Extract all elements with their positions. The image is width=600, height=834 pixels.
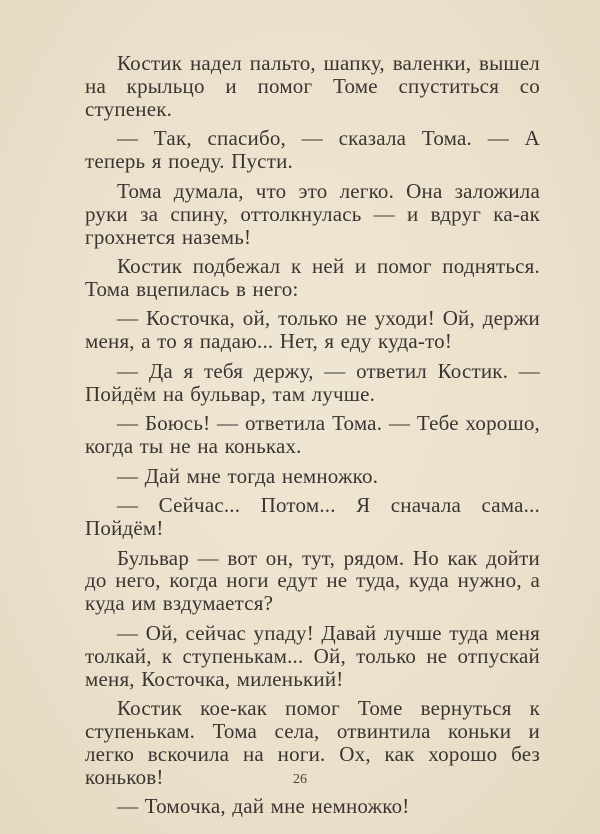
paragraph: Костик надел пальто, шапку, валенки, вышел на крыльцо и помог Томе спуститься со ступенек.: [85, 51, 540, 121]
paragraph: — Да я тебя держу, — ответил Костик. — Пойдём на бульвар, там лучше.: [85, 358, 540, 406]
paragraph: — Косточка, ой, только не уходи! Ой, держи меня, а то я падаю... Нет, я еду куда-то!: [85, 306, 540, 354]
paragraph: — Так, спасибо, — сказала Тома. — А теперь я поеду. Пусти.: [85, 126, 540, 174]
paragraph: — Томочка, дай мне немножко!: [117, 794, 410, 819]
paragraph: Костик кое-как помог Томе вернуться к ступенькам. Тома села, отвинтила коньки и легко вскочила на ноги. Ох, как хорошо без коньков!: [85, 696, 540, 789]
paragraph: — Боюсь! — ответила Тома. — Тебе хорошо, когда ты не на коньках.: [85, 411, 540, 459]
paragraph: — Сейчас... Потом... Я сначала сама... Пойдём!: [85, 493, 540, 541]
paragraph: — Ой, сейчас упаду! Давай лучше туда меня толкай, к ступенькам... Ой, только не отпускай меня, Косточка, миленький!: [85, 620, 540, 691]
paragraph: Бульвар — вот он, тут, рядом. Но как дойти до него, когда ноги едут не туда, куда нужно, а куда им вздумается?: [85, 545, 540, 616]
page-text: [85, 52, 540, 825]
paragraph: Костик подбежал к ней и помог подняться. Тома вцепилась в него:: [85, 254, 540, 301]
page-number: 26: [293, 772, 307, 787]
paragraph: Тома думала, что это легко. Она заложила руки за спину, оттолкнулась — и вдруг ка-ак грохнется наземь!: [85, 178, 540, 249]
paragraph: — Дай мне тогда немножко.: [117, 463, 379, 488]
